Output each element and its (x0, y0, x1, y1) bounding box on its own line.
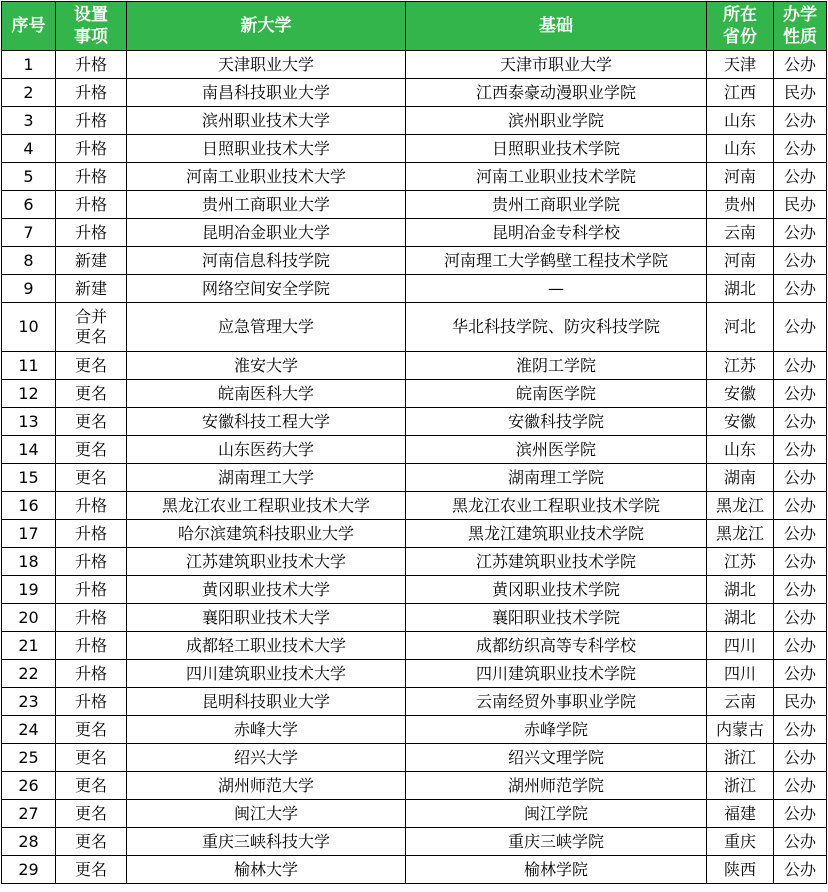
cell-base: 重庆三峡学院 (406, 828, 707, 856)
cell-province: 天津 (707, 51, 774, 79)
cell-no: 24 (2, 716, 56, 744)
table-row (2, 492, 827, 520)
cell-type: 更名 (56, 436, 127, 464)
cell-type: 升格 (56, 604, 127, 632)
cell-new-university: 天津职业大学 (127, 51, 406, 79)
cell-new-university: 湖州师范大学 (127, 772, 406, 800)
cell-base: 湖南理工学院 (406, 464, 707, 492)
cell-no: 17 (2, 520, 56, 548)
cell-type: 升格 (56, 632, 127, 660)
table-row (2, 219, 827, 247)
cell-base: 河南工业职业技术学院 (406, 163, 707, 191)
cell-no: 21 (2, 632, 56, 660)
cell-nature: 公办 (774, 604, 827, 632)
cell-base: 江西泰豪动漫职业学院 (406, 79, 707, 107)
cell-no: 18 (2, 548, 56, 576)
cell-nature: 公办 (774, 275, 827, 303)
universities-table (1, 1, 827, 884)
cell-nature: 公办 (774, 492, 827, 520)
cell-province: 黑龙江 (707, 492, 774, 520)
table-row (2, 79, 827, 107)
cell-new-university: 四川建筑职业技术大学 (127, 660, 406, 688)
table-row (2, 660, 827, 688)
cell-nature: 公办 (774, 856, 827, 884)
table-row (2, 191, 827, 219)
cell-no: 10 (2, 303, 56, 352)
cell-base: 淮阴工学院 (406, 352, 707, 380)
table-row (2, 303, 827, 352)
cell-new-university: 昆明科技职业大学 (127, 688, 406, 716)
cell-no: 1 (2, 51, 56, 79)
cell-new-university: 江苏建筑职业技术大学 (127, 548, 406, 576)
table-row (2, 772, 827, 800)
cell-new-university: 日照职业技术大学 (127, 135, 406, 163)
table-row (2, 51, 827, 79)
cell-no: 14 (2, 436, 56, 464)
header-row (2, 2, 827, 51)
cell-nature: 公办 (774, 51, 827, 79)
cell-type: 更名 (56, 856, 127, 884)
cell-type: 合并 更名 (56, 303, 127, 352)
cell-type: 升格 (56, 548, 127, 576)
cell-type: 升格 (56, 688, 127, 716)
cell-no: 26 (2, 772, 56, 800)
cell-nature: 公办 (774, 716, 827, 744)
cell-nature: 民办 (774, 79, 827, 107)
header-new-university: 新大学 (127, 2, 406, 51)
cell-new-university: 哈尔滨建筑科技职业大学 (127, 520, 406, 548)
table-row (2, 604, 827, 632)
cell-nature: 公办 (774, 352, 827, 380)
table-row (2, 520, 827, 548)
cell-base: 江苏建筑职业技术学院 (406, 548, 707, 576)
table-row (2, 464, 827, 492)
cell-province: 黑龙江 (707, 520, 774, 548)
cell-base: 华北科技学院、防灾科技学院 (406, 303, 707, 352)
cell-type: 升格 (56, 79, 127, 107)
cell-base: 黑龙江农业工程职业技术学院 (406, 492, 707, 520)
cell-type: 更名 (56, 464, 127, 492)
cell-nature: 公办 (774, 464, 827, 492)
cell-base: 日照职业技术学院 (406, 135, 707, 163)
cell-province: 河北 (707, 303, 774, 352)
cell-type: 升格 (56, 135, 127, 163)
cell-province: 山东 (707, 107, 774, 135)
cell-nature: 公办 (774, 107, 827, 135)
table-row (2, 436, 827, 464)
cell-new-university: 南昌科技职业大学 (127, 79, 406, 107)
cell-nature: 公办 (774, 744, 827, 772)
cell-no: 28 (2, 828, 56, 856)
cell-province: 湖北 (707, 576, 774, 604)
cell-nature: 公办 (774, 380, 827, 408)
cell-province: 江苏 (707, 548, 774, 576)
cell-new-university: 滨州职业技术大学 (127, 107, 406, 135)
table-row (2, 828, 827, 856)
cell-base: 云南经贸外事职业学院 (406, 688, 707, 716)
cell-type: 升格 (56, 51, 127, 79)
cell-type: 升格 (56, 191, 127, 219)
cell-province: 浙江 (707, 772, 774, 800)
cell-base: 四川建筑职业技术学院 (406, 660, 707, 688)
cell-base: 河南理工大学鹤壁工程技术学院 (406, 247, 707, 275)
cell-new-university: 河南工业职业技术大学 (127, 163, 406, 191)
cell-new-university: 淮安大学 (127, 352, 406, 380)
cell-type: 升格 (56, 107, 127, 135)
cell-nature: 公办 (774, 576, 827, 604)
cell-no: 5 (2, 163, 56, 191)
table-row (2, 688, 827, 716)
cell-province: 山东 (707, 135, 774, 163)
cell-province: 安徽 (707, 408, 774, 436)
cell-new-university: 绍兴大学 (127, 744, 406, 772)
table-row (2, 632, 827, 660)
cell-base: 黄冈职业技术学院 (406, 576, 707, 604)
cell-type: 升格 (56, 492, 127, 520)
cell-province: 河南 (707, 163, 774, 191)
cell-type: 升格 (56, 520, 127, 548)
cell-type: 升格 (56, 660, 127, 688)
cell-type: 更名 (56, 408, 127, 436)
cell-new-university: 黑龙江农业工程职业技术大学 (127, 492, 406, 520)
cell-nature: 公办 (774, 632, 827, 660)
cell-type: 更名 (56, 772, 127, 800)
cell-province: 四川 (707, 660, 774, 688)
cell-province: 山东 (707, 436, 774, 464)
cell-no: 2 (2, 79, 56, 107)
cell-province: 浙江 (707, 744, 774, 772)
table-row (2, 380, 827, 408)
table-row (2, 135, 827, 163)
cell-type: 升格 (56, 163, 127, 191)
cell-new-university: 安徽科技工程大学 (127, 408, 406, 436)
cell-base: 襄阳职业技术学院 (406, 604, 707, 632)
cell-new-university: 襄阳职业技术大学 (127, 604, 406, 632)
cell-new-university: 成都轻工职业技术大学 (127, 632, 406, 660)
cell-province: 安徽 (707, 380, 774, 408)
cell-new-university: 榆林大学 (127, 856, 406, 884)
cell-type: 更名 (56, 828, 127, 856)
cell-nature: 民办 (774, 688, 827, 716)
cell-type: 升格 (56, 576, 127, 604)
cell-province: 河南 (707, 247, 774, 275)
cell-base: 滨州医学院 (406, 436, 707, 464)
cell-province: 陕西 (707, 856, 774, 884)
cell-no: 4 (2, 135, 56, 163)
cell-no: 23 (2, 688, 56, 716)
cell-new-university: 皖南医科大学 (127, 380, 406, 408)
table-row (2, 800, 827, 828)
cell-base: 贵州工商职业学院 (406, 191, 707, 219)
table-row (2, 856, 827, 884)
cell-no: 12 (2, 380, 56, 408)
cell-no: 19 (2, 576, 56, 604)
cell-province: 江西 (707, 79, 774, 107)
cell-province: 内蒙古 (707, 716, 774, 744)
cell-no: 25 (2, 744, 56, 772)
table-row (2, 163, 827, 191)
table-row (2, 408, 827, 436)
cell-province: 云南 (707, 688, 774, 716)
cell-no: 8 (2, 247, 56, 275)
header-base: 基础 (406, 2, 707, 51)
cell-nature: 公办 (774, 548, 827, 576)
cell-province: 四川 (707, 632, 774, 660)
cell-no: 3 (2, 107, 56, 135)
cell-type: 新建 (56, 275, 127, 303)
cell-no: 11 (2, 352, 56, 380)
header-type: 设置 事项 (56, 2, 127, 51)
cell-type: 更名 (56, 744, 127, 772)
cell-base: 榆林学院 (406, 856, 707, 884)
header-nature: 办学 性质 (774, 2, 827, 51)
cell-new-university: 网络空间安全学院 (127, 275, 406, 303)
cell-new-university: 山东医药大学 (127, 436, 406, 464)
cell-no: 22 (2, 660, 56, 688)
cell-nature: 民办 (774, 191, 827, 219)
table-row (2, 352, 827, 380)
cell-province: 湖南 (707, 464, 774, 492)
table-row (2, 716, 827, 744)
table-body (2, 51, 827, 884)
cell-base: 绍兴文理学院 (406, 744, 707, 772)
cell-province: 贵州 (707, 191, 774, 219)
cell-no: 6 (2, 191, 56, 219)
cell-type: 升格 (56, 219, 127, 247)
table-row (2, 247, 827, 275)
cell-new-university: 昆明冶金职业大学 (127, 219, 406, 247)
cell-new-university: 重庆三峡科技大学 (127, 828, 406, 856)
cell-province: 云南 (707, 219, 774, 247)
header-no: 序号 (2, 2, 56, 51)
cell-new-university: 赤峰大学 (127, 716, 406, 744)
cell-nature: 公办 (774, 135, 827, 163)
cell-province: 湖北 (707, 275, 774, 303)
cell-nature: 公办 (774, 303, 827, 352)
cell-new-university: 黄冈职业技术大学 (127, 576, 406, 604)
cell-nature: 公办 (774, 800, 827, 828)
cell-type: 更名 (56, 352, 127, 380)
cell-base: 滨州职业学院 (406, 107, 707, 135)
table-row (2, 744, 827, 772)
cell-base: 赤峰学院 (406, 716, 707, 744)
cell-no: 16 (2, 492, 56, 520)
cell-no: 29 (2, 856, 56, 884)
cell-no: 20 (2, 604, 56, 632)
cell-new-university: 应急管理大学 (127, 303, 406, 352)
table-row (2, 576, 827, 604)
header-province: 所在 省份 (707, 2, 774, 51)
cell-base: 皖南医学院 (406, 380, 707, 408)
cell-nature: 公办 (774, 247, 827, 275)
cell-type: 新建 (56, 247, 127, 275)
table-row (2, 107, 827, 135)
cell-province: 福建 (707, 800, 774, 828)
cell-province: 重庆 (707, 828, 774, 856)
cell-base: 成都纺织高等专科学校 (406, 632, 707, 660)
cell-no: 9 (2, 275, 56, 303)
cell-new-university: 湖南理工大学 (127, 464, 406, 492)
cell-no: 13 (2, 408, 56, 436)
cell-nature: 公办 (774, 772, 827, 800)
cell-base: 湖州师范学院 (406, 772, 707, 800)
cell-no: 15 (2, 464, 56, 492)
cell-base: 闽江学院 (406, 800, 707, 828)
cell-new-university: 闽江大学 (127, 800, 406, 828)
cell-nature: 公办 (774, 163, 827, 191)
cell-base: 黑龙江建筑职业技术学院 (406, 520, 707, 548)
cell-new-university: 贵州工商职业大学 (127, 191, 406, 219)
table-row (2, 548, 827, 576)
cell-type: 更名 (56, 380, 127, 408)
cell-base: — (406, 275, 707, 303)
cell-nature: 公办 (774, 436, 827, 464)
cell-type: 更名 (56, 800, 127, 828)
cell-nature: 公办 (774, 828, 827, 856)
cell-nature: 公办 (774, 408, 827, 436)
cell-province: 湖北 (707, 604, 774, 632)
cell-no: 27 (2, 800, 56, 828)
cell-new-university: 河南信息科技学院 (127, 247, 406, 275)
cell-province: 江苏 (707, 352, 774, 380)
cell-base: 天津市职业大学 (406, 51, 707, 79)
cell-nature: 公办 (774, 660, 827, 688)
cell-nature: 公办 (774, 520, 827, 548)
cell-base: 安徽科技学院 (406, 408, 707, 436)
table-row (2, 275, 827, 303)
cell-type: 更名 (56, 716, 127, 744)
cell-nature: 公办 (774, 219, 827, 247)
cell-base: 昆明冶金专科学校 (406, 219, 707, 247)
cell-no: 7 (2, 219, 56, 247)
